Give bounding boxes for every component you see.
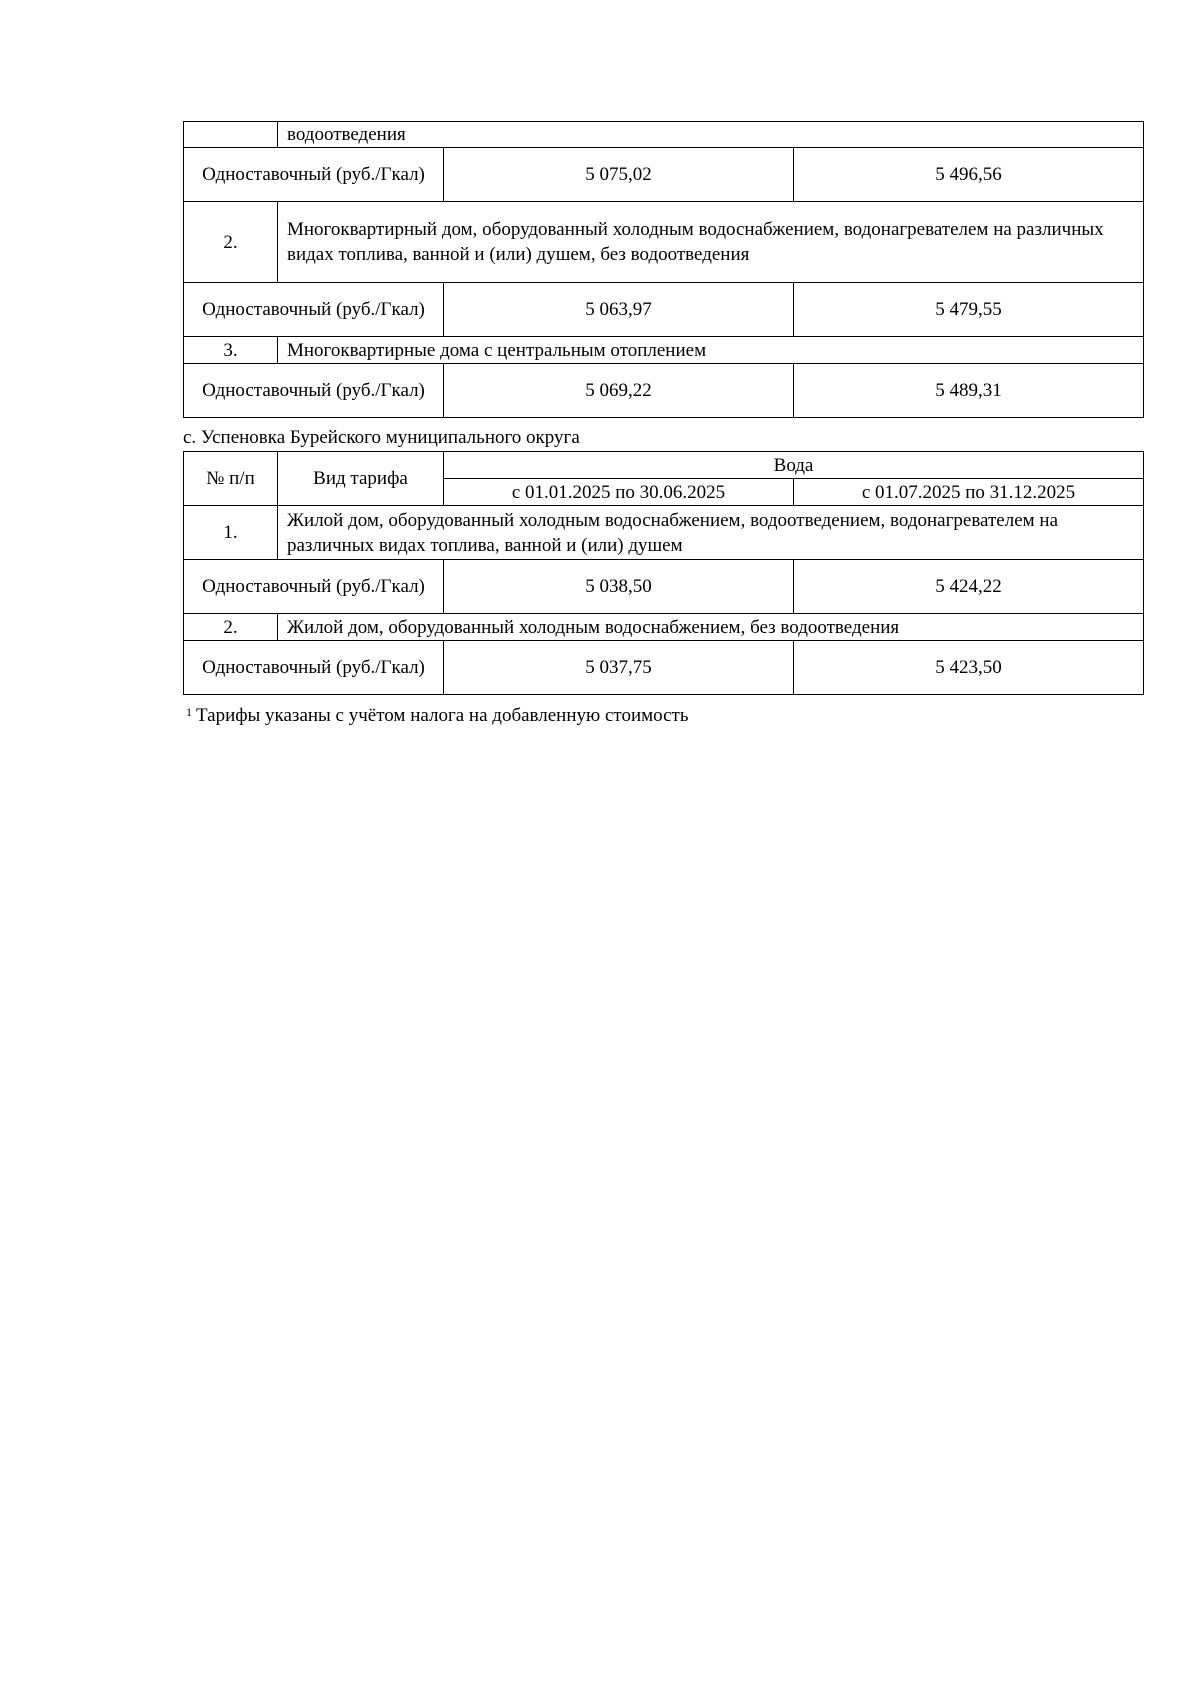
header-row: [184, 452, 1144, 479]
table-row: [184, 337, 1144, 364]
category-description: Многоквартирный дом, оборудованный холодным водоснабжением, водонагревателем на различных видах топлива, ванной и (или) душем, без водоотведения: [278, 202, 1144, 283]
number-cell: 3.: [184, 337, 278, 364]
header-group: Вода: [444, 452, 1144, 479]
tariff-type-cell: Одноставочный (руб./Гкал): [184, 641, 444, 695]
table-row: [184, 122, 1144, 148]
category-description: Жилой дом, оборудованный холодным водоснабжением, водоотведением, водонагревателем на различных видах топлива, ванной и (или) душем: [278, 506, 1144, 560]
footnote-mark: 1: [186, 705, 192, 719]
table-row: [184, 202, 1144, 283]
category-description: Жилой дом, оборудованный холодным водоснабжением, без водоотведения: [278, 614, 1144, 641]
table-row: [184, 283, 1144, 337]
tariff-type-cell: Одноставочный (руб./Гкал): [184, 560, 444, 614]
tariff-value-period1: 5 038,50: [444, 560, 794, 614]
tariff-type-cell: Одноставочный (руб./Гкал): [184, 148, 444, 202]
table-row: [184, 614, 1144, 641]
tariff-value-period1: 5 063,97: [444, 283, 794, 337]
table-row: [184, 506, 1144, 560]
tariff-type-cell: Одноставочный (руб./Гкал): [184, 283, 444, 337]
tariff-value-period1: 5 069,22: [444, 364, 794, 418]
table-row: [184, 641, 1144, 695]
number-cell: 1.: [184, 506, 278, 560]
header-period1: с 01.01.2025 по 30.06.2025: [444, 479, 794, 506]
table-row: [184, 148, 1144, 202]
table-row: [184, 560, 1144, 614]
header-number: № п/п: [184, 452, 278, 506]
tariff-value-period2: 5 489,31: [794, 364, 1144, 418]
locality-caption: с. Успеновка Бурейского муниципального округа: [183, 427, 580, 448]
number-cell: [184, 122, 278, 148]
tariff-value-period1: 5 037,75: [444, 641, 794, 695]
tariff-value-period2: 5 496,56: [794, 148, 1144, 202]
tariff-value-period2: 5 423,50: [794, 641, 1144, 695]
footnote: [186, 704, 689, 728]
header-tariff-kind: Вид тарифа: [278, 452, 444, 506]
tariff-table: [183, 451, 1144, 695]
category-description: водоотведения: [278, 122, 1144, 148]
tariff-table-continued: [183, 121, 1144, 418]
tariff-value-period1: 5 075,02: [444, 148, 794, 202]
tariff-value-period2: 5 424,22: [794, 560, 1144, 614]
header-period2: с 01.07.2025 по 31.12.2025: [794, 479, 1144, 506]
footnote-text: Тарифы указаны с учётом налога на добавленную стоимость: [196, 705, 689, 726]
tariff-type-cell: Одноставочный (руб./Гкал): [184, 364, 444, 418]
number-cell: 2.: [184, 202, 278, 283]
number-cell: 2.: [184, 614, 278, 641]
category-description: Многоквартирные дома с центральным отоплением: [278, 337, 1144, 364]
table-row: [184, 364, 1144, 418]
tariff-value-period2: 5 479,55: [794, 283, 1144, 337]
